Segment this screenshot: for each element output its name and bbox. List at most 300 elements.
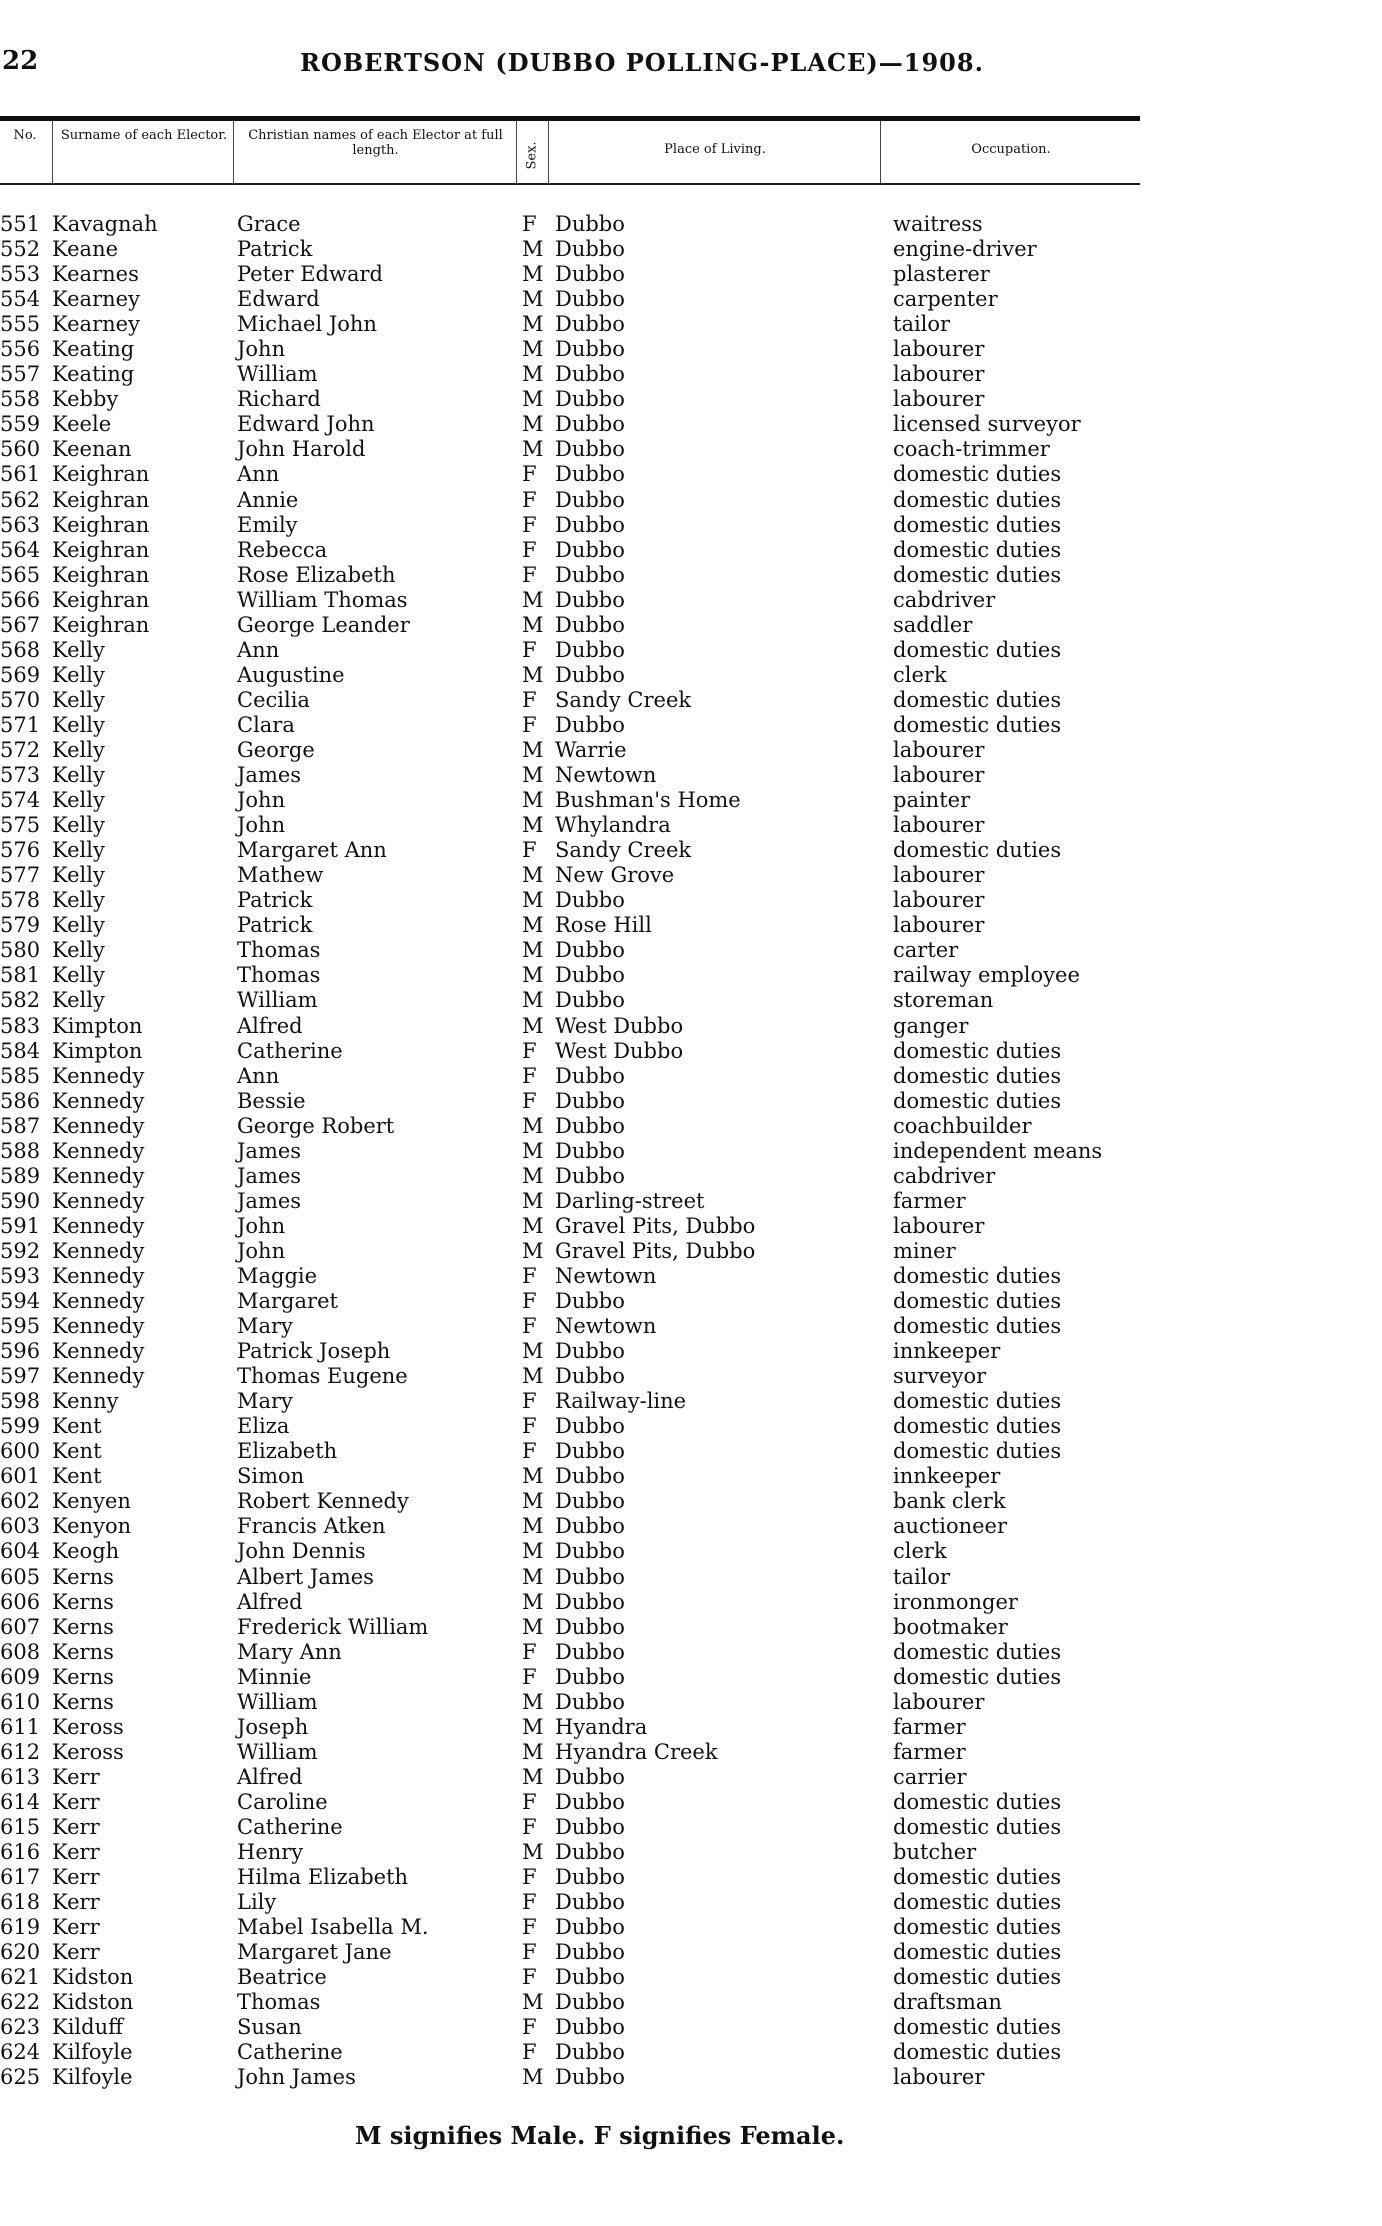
elector-christian-names: Patrick (237, 888, 313, 913)
elector-occupation: labourer (893, 813, 985, 838)
table-row (0, 1239, 1140, 1264)
table-row (0, 212, 1140, 237)
elector-number: 565 (0, 562, 41, 587)
elector-occupation: domestic duties (893, 1965, 1062, 1990)
elector-sex: M (522, 437, 544, 462)
column-divider (52, 121, 53, 183)
elector-number: 582 (0, 988, 41, 1013)
table-row (0, 988, 1140, 1013)
elector-place-of-living: Dubbo (555, 1289, 625, 1314)
elector-number: 567 (0, 612, 41, 637)
elector-surname: Keating (52, 362, 135, 387)
elector-place-of-living: Dubbo (555, 963, 625, 988)
table-row (0, 337, 1140, 362)
elector-surname: Kelly (52, 637, 105, 662)
table-row (0, 588, 1140, 613)
elector-christian-names: Joseph (237, 1714, 309, 1739)
table-row (0, 437, 1140, 462)
elector-number: 575 (0, 813, 41, 838)
elector-sex: F (522, 1915, 537, 1940)
elector-number: 555 (0, 312, 41, 337)
elector-number: 557 (0, 362, 41, 387)
elector-occupation: domestic duties (893, 537, 1062, 562)
elector-place-of-living: Dubbo (555, 938, 625, 963)
elector-number: 623 (0, 2015, 41, 2040)
elector-place-of-living: Darling-street (555, 1188, 705, 1213)
elector-surname: Kelly (52, 763, 105, 788)
elector-number: 580 (0, 938, 41, 963)
elector-sex: F (522, 637, 537, 662)
table-row (0, 1940, 1140, 1965)
elector-number: 608 (0, 1639, 41, 1664)
table-row (0, 1289, 1140, 1314)
elector-occupation: labourer (893, 2065, 985, 2090)
table-row (0, 1089, 1140, 1114)
elector-place-of-living: Dubbo (555, 1865, 625, 1890)
elector-christian-names: Alfred (237, 1589, 303, 1614)
elector-sex: M (522, 1689, 544, 1714)
elector-number: 604 (0, 1539, 41, 1564)
elector-christian-names: James (237, 1188, 302, 1213)
elector-christian-names: Alfred (237, 1013, 303, 1038)
elector-place-of-living: Dubbo (555, 362, 625, 387)
elector-christian-names: Francis Atken (237, 1514, 386, 1539)
elector-place-of-living: Dubbo (555, 312, 625, 337)
elector-occupation: waitress (893, 212, 983, 236)
elector-occupation: domestic duties (893, 637, 1062, 662)
elector-surname: Kilduff (52, 2015, 124, 2040)
table-row (0, 1815, 1140, 1840)
elector-occupation: tailor (893, 312, 951, 337)
elector-place-of-living: Railway-line (555, 1389, 687, 1414)
elector-surname: Kelly (52, 838, 105, 863)
elector-christian-names: Annie (237, 487, 299, 512)
elector-surname: Kelly (52, 938, 105, 963)
elector-christian-names: George Robert (237, 1113, 395, 1138)
elector-place-of-living: Dubbo (555, 612, 625, 637)
elector-surname: Kelly (52, 712, 105, 737)
table-row (0, 1039, 1140, 1064)
elector-occupation: bootmaker (893, 1614, 1008, 1639)
elector-occupation: licensed surveyor (893, 412, 1081, 437)
page-number: 22 (2, 46, 39, 76)
table-row (0, 1765, 1140, 1790)
table-row (0, 638, 1140, 663)
elector-place-of-living: Dubbo (555, 1439, 625, 1464)
elector-sex: M (522, 262, 544, 287)
elector-number: 617 (0, 1865, 41, 1890)
elector-number: 625 (0, 2065, 41, 2090)
table-row (0, 387, 1140, 412)
elector-occupation: clerk (893, 1539, 947, 1564)
elector-occupation: independent means (893, 1138, 1103, 1163)
table-row (0, 713, 1140, 738)
elector-surname: Kerns (52, 1614, 114, 1639)
elector-occupation: domestic duties (893, 1263, 1062, 1288)
elector-surname: Kennedy (52, 1238, 145, 1263)
table-row (0, 688, 1140, 713)
elector-sex: M (522, 1163, 544, 1188)
elector-sex: F (522, 1063, 537, 1088)
elector-place-of-living: Warrie (555, 737, 627, 762)
elector-christian-names: Margaret (237, 1289, 338, 1314)
elector-sex: M (522, 337, 544, 362)
elector-occupation: carrier (893, 1764, 967, 1789)
elector-sex: M (522, 362, 544, 387)
elector-sex: F (522, 1815, 537, 1839)
elector-sex: F (522, 1038, 537, 1063)
elector-surname: Kerr (52, 1865, 100, 1890)
table-row (0, 1840, 1140, 1865)
elector-sex: M (522, 1364, 544, 1389)
table-row (0, 1715, 1140, 1740)
elector-occupation: labourer (893, 387, 985, 412)
table-row (0, 1690, 1140, 1715)
elector-surname: Kennedy (52, 1113, 145, 1138)
elector-number: 584 (0, 1038, 41, 1063)
elector-number: 562 (0, 487, 41, 512)
elector-surname: Kennedy (52, 1289, 145, 1314)
elector-surname: Kerr (52, 1815, 100, 1839)
elector-number: 554 (0, 287, 41, 312)
elector-surname: Keenan (52, 437, 132, 462)
elector-christian-names: George Leander (237, 612, 410, 637)
elector-place-of-living: Dubbo (555, 1163, 625, 1188)
elector-surname: Kelly (52, 913, 105, 938)
elector-place-of-living: Newtown (555, 1263, 657, 1288)
elector-number: 610 (0, 1689, 41, 1714)
table-row (0, 2040, 1140, 2065)
elector-occupation: carter (893, 938, 959, 963)
elector-place-of-living: Dubbo (555, 1915, 625, 1940)
elector-place-of-living: Dubbo (555, 587, 625, 612)
table-row (0, 1164, 1140, 1189)
elector-christian-names: Richard (237, 387, 321, 412)
elector-place-of-living: Dubbo (555, 212, 625, 236)
elector-surname: Kilfoyle (52, 2065, 133, 2090)
elector-surname: Keating (52, 337, 135, 362)
table-row (0, 963, 1140, 988)
elector-surname: Kennedy (52, 1263, 145, 1288)
elector-sex: M (522, 312, 544, 337)
elector-surname: Keane (52, 237, 119, 262)
elector-christian-names: Caroline (237, 1789, 328, 1814)
table-row (0, 1539, 1140, 1564)
elector-number: 574 (0, 788, 41, 813)
elector-occupation: farmer (893, 1739, 966, 1764)
elector-surname: Kent (52, 1414, 102, 1439)
elector-place-of-living: Dubbo (555, 1464, 625, 1489)
elector-surname: Kerns (52, 1589, 114, 1614)
elector-sex: F (522, 687, 537, 712)
elector-number: 570 (0, 687, 41, 712)
elector-place-of-living: Whylandra (555, 813, 671, 838)
elector-occupation: domestic duties (893, 2015, 1062, 2040)
elector-place-of-living: Dubbo (555, 1965, 625, 1990)
elector-sex: M (522, 988, 544, 1013)
elector-christian-names: Clara (237, 712, 295, 737)
table-row (0, 1590, 1140, 1615)
elector-christian-names: Lily (237, 1890, 277, 1915)
elector-surname: Keele (52, 412, 112, 437)
elector-christian-names: James (237, 763, 302, 788)
elector-occupation: labourer (893, 763, 985, 788)
elector-number: 622 (0, 1990, 41, 2015)
elector-sex: M (522, 788, 544, 813)
elector-place-of-living: Dubbo (555, 1940, 625, 1965)
elector-surname: Kerns (52, 1639, 114, 1664)
sex-legend-footnote: M signifies Male. F signifies Female. (355, 2121, 845, 2150)
elector-occupation: domestic duties (893, 1063, 1062, 1088)
elector-place-of-living: Dubbo (555, 2015, 625, 2040)
elector-occupation: clerk (893, 662, 947, 687)
elector-sex: M (522, 1138, 544, 1163)
elector-surname: Keighran (52, 587, 150, 612)
elector-surname: Kennedy (52, 1063, 145, 1088)
elector-christian-names: Thomas (237, 938, 321, 963)
elector-surname: Kelly (52, 888, 105, 913)
elector-number: 590 (0, 1188, 41, 1213)
elector-sex: F (522, 1289, 537, 1314)
table-row (0, 2065, 1140, 2090)
elector-surname: Kerr (52, 1840, 100, 1865)
table-row (0, 813, 1140, 838)
table-row (0, 1264, 1140, 1289)
elector-number: 603 (0, 1514, 41, 1539)
elector-surname: Kelly (52, 963, 105, 988)
elector-sex: M (522, 1589, 544, 1614)
table-row (0, 1139, 1140, 1164)
elector-number: 586 (0, 1088, 41, 1113)
elector-surname: Kennedy (52, 1314, 145, 1339)
elector-place-of-living: New Grove (555, 863, 675, 888)
elector-christian-names: William (237, 1739, 318, 1764)
elector-place-of-living: Dubbo (555, 512, 625, 537)
table-row (0, 1189, 1140, 1214)
elector-occupation: coach-trimmer (893, 437, 1050, 462)
elector-place-of-living: Dubbo (555, 662, 625, 687)
elector-number: 611 (0, 1714, 41, 1739)
elector-number: 614 (0, 1789, 41, 1814)
table-row (0, 1565, 1140, 1590)
elector-surname: Keighran (52, 612, 150, 637)
elector-sex: F (522, 1439, 537, 1464)
table-row (0, 1389, 1140, 1414)
elector-occupation: surveyor (893, 1364, 987, 1389)
elector-sex: M (522, 763, 544, 788)
elector-christian-names: George (237, 737, 315, 762)
elector-christian-names: Catherine (237, 1815, 343, 1839)
elector-place-of-living: Dubbo (555, 412, 625, 437)
elector-sex: F (522, 712, 537, 737)
elector-occupation: labourer (893, 737, 985, 762)
elector-occupation: bank clerk (893, 1489, 1006, 1514)
table-row (0, 1665, 1140, 1690)
elector-sex: M (522, 1213, 544, 1238)
elector-occupation: tailor (893, 1564, 951, 1589)
elector-surname: Kelly (52, 737, 105, 762)
table-row (0, 538, 1140, 563)
elector-sex: M (522, 1990, 544, 2015)
elector-sex: M (522, 1739, 544, 1764)
elector-number: 613 (0, 1764, 41, 1789)
elector-occupation: domestic duties (893, 1439, 1062, 1464)
elector-place-of-living: Dubbo (555, 1689, 625, 1714)
table-row (0, 1364, 1140, 1389)
elector-number: 556 (0, 337, 41, 362)
elector-sex: M (522, 1188, 544, 1213)
elector-surname: Keighran (52, 562, 150, 587)
table-row (0, 663, 1140, 688)
elector-surname: Kelly (52, 813, 105, 838)
elector-number: 573 (0, 763, 41, 788)
elector-occupation: miner (893, 1238, 956, 1263)
table-row (0, 1489, 1140, 1514)
elector-occupation: domestic duties (893, 838, 1062, 863)
elector-christian-names: John (237, 788, 286, 813)
elector-place-of-living: West Dubbo (555, 1038, 684, 1063)
table-row (0, 1890, 1140, 1915)
elector-sex: F (522, 487, 537, 512)
elector-place-of-living: Dubbo (555, 1138, 625, 1163)
elector-sex: F (522, 2040, 537, 2065)
elector-christian-names: Augustine (237, 662, 345, 687)
running-head: ROBERTSON (DUBBO POLLING-PLACE)—1908. (300, 48, 984, 77)
elector-place-of-living: Dubbo (555, 1539, 625, 1564)
elector-occupation: plasterer (893, 262, 990, 287)
elector-occupation: coachbuilder (893, 1113, 1032, 1138)
elector-number: 581 (0, 963, 41, 988)
elector-christian-names: Thomas (237, 963, 321, 988)
elector-christian-names: James (237, 1138, 302, 1163)
elector-christian-names: Mary Ann (237, 1639, 342, 1664)
elector-number: 616 (0, 1840, 41, 1865)
elector-occupation: draftsman (893, 1990, 1002, 2015)
elector-place-of-living: Gravel Pits, Dubbo (555, 1213, 756, 1238)
table-row (0, 462, 1140, 487)
elector-christian-names: Emily (237, 512, 298, 537)
elector-number: 605 (0, 1564, 41, 1589)
elector-surname: Kearnes (52, 262, 139, 287)
elector-surname: Kennedy (52, 1213, 145, 1238)
header-sex: Sex. (524, 141, 540, 170)
elector-sex: F (522, 838, 537, 863)
elector-christian-names: Susan (237, 2015, 302, 2040)
elector-sex: M (522, 1464, 544, 1489)
elector-occupation: railway employee (893, 963, 1080, 988)
elector-number: 564 (0, 537, 41, 562)
elector-number: 597 (0, 1364, 41, 1389)
elector-number: 558 (0, 387, 41, 412)
elector-number: 599 (0, 1414, 41, 1439)
elector-surname: Kerr (52, 1940, 100, 1965)
elector-surname: Kearney (52, 312, 140, 337)
elector-surname: Kelly (52, 988, 105, 1013)
elector-surname: Kerr (52, 1915, 100, 1940)
elector-christian-names: Elizabeth (237, 1439, 338, 1464)
elector-christian-names: Ann (237, 462, 280, 487)
elector-surname: Kennedy (52, 1138, 145, 1163)
elector-sex: M (522, 938, 544, 963)
elector-place-of-living: Sandy Creek (555, 687, 692, 712)
elector-surname: Kerr (52, 1764, 100, 1789)
table-row (0, 262, 1140, 287)
elector-christian-names: Grace (237, 212, 301, 236)
elector-occupation: auctioneer (893, 1514, 1008, 1539)
elector-christian-names: William (237, 1689, 318, 1714)
elector-place-of-living: Dubbo (555, 712, 625, 737)
elector-number: 619 (0, 1915, 41, 1940)
elector-number: 585 (0, 1063, 41, 1088)
header-top-rule (0, 116, 1140, 121)
elector-number: 595 (0, 1314, 41, 1339)
elector-occupation: domestic duties (893, 1789, 1062, 1814)
elector-sex: M (522, 813, 544, 838)
elector-place-of-living: Dubbo (555, 537, 625, 562)
elector-occupation: farmer (893, 1714, 966, 1739)
table-row (0, 2015, 1140, 2040)
elector-place-of-living: Dubbo (555, 562, 625, 587)
elector-number: 591 (0, 1213, 41, 1238)
elector-sex: F (522, 1639, 537, 1664)
elector-place-of-living: Dubbo (555, 1639, 625, 1664)
elector-sex: M (522, 963, 544, 988)
elector-christian-names: John James (237, 2065, 356, 2090)
elector-occupation: domestic duties (893, 462, 1062, 487)
table-row (0, 1514, 1140, 1539)
elector-place-of-living: Dubbo (555, 888, 625, 913)
elector-occupation: labourer (893, 1213, 985, 1238)
elector-occupation: domestic duties (893, 1038, 1062, 1063)
elector-number: 596 (0, 1339, 41, 1364)
elector-christian-names: Frederick William (237, 1614, 429, 1639)
elector-sex: M (522, 1714, 544, 1739)
elector-surname: Kimpton (52, 1038, 143, 1063)
elector-sex: F (522, 1789, 537, 1814)
elector-number: 583 (0, 1013, 41, 1038)
elector-sex: F (522, 1414, 537, 1439)
elector-occupation: domestic duties (893, 1414, 1062, 1439)
elector-number: 598 (0, 1389, 41, 1414)
elector-place-of-living: Dubbo (555, 1789, 625, 1814)
elector-occupation: domestic duties (893, 1940, 1062, 1965)
elector-occupation: domestic duties (893, 1314, 1062, 1339)
elector-christian-names: Minnie (237, 1664, 312, 1689)
elector-sex: M (522, 1339, 544, 1364)
elector-occupation: innkeeper (893, 1339, 1001, 1364)
elector-christian-names: Bessie (237, 1088, 306, 1113)
elector-number: 577 (0, 863, 41, 888)
column-divider (548, 121, 549, 183)
elector-sex: F (522, 1965, 537, 1990)
elector-sex: F (522, 1940, 537, 1965)
table-row (0, 1915, 1140, 1940)
elector-christian-names: Robert Kennedy (237, 1489, 409, 1514)
table-row (0, 763, 1140, 788)
elector-number: 566 (0, 587, 41, 612)
elector-occupation: labourer (893, 1689, 985, 1714)
elector-christian-names: Mary (237, 1389, 293, 1414)
elector-sex: M (522, 1764, 544, 1789)
elector-christian-names: Rose Elizabeth (237, 562, 396, 587)
elector-christian-names: Mabel Isabella M. (237, 1915, 429, 1940)
elector-number: 569 (0, 662, 41, 687)
elector-occupation: domestic duties (893, 487, 1062, 512)
header-place-of-living: Place of Living. (664, 142, 766, 157)
elector-surname: Kennedy (52, 1188, 145, 1213)
elector-christian-names: John (237, 813, 286, 838)
elector-christian-names: Catherine (237, 2040, 343, 2065)
